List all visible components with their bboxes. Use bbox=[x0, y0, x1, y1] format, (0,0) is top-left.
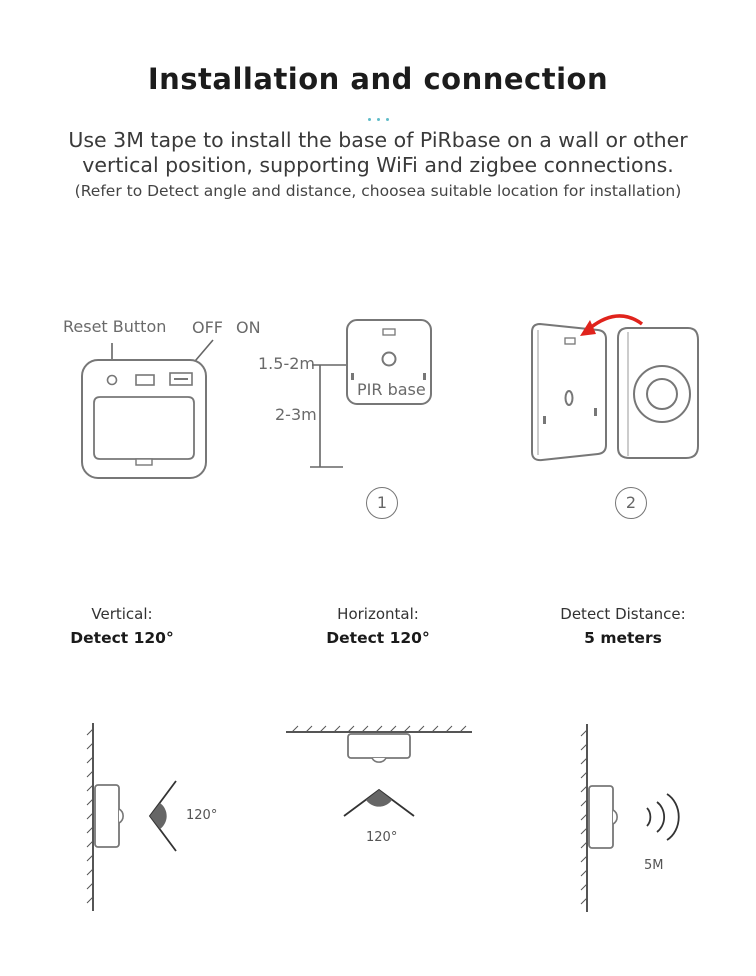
on-label: ON bbox=[236, 318, 261, 337]
slot-icon bbox=[136, 375, 154, 385]
vertical-label: Vertical: bbox=[91, 605, 153, 623]
step-2-badge: 2 bbox=[615, 487, 647, 519]
pir-base-label: PIR base bbox=[357, 380, 426, 399]
intro-line-2: vertical position, supporting WiFi and zigbee connections. bbox=[82, 153, 674, 177]
distance-range-label: 5M bbox=[644, 858, 664, 873]
title-divider-dots bbox=[0, 106, 756, 125]
intro-text bbox=[0, 128, 756, 178]
vertical-detection-illustration bbox=[80, 715, 190, 915]
distance-detection-illustration bbox=[575, 718, 685, 918]
distance-label: Detect Distance: bbox=[560, 605, 686, 623]
vertical-angle-label: 120° bbox=[186, 808, 218, 823]
reset-button-icon bbox=[108, 376, 117, 385]
mount-height-label: 1.5-2m bbox=[258, 354, 315, 373]
horizontal-angle-label: 120° bbox=[366, 830, 398, 845]
page-title: Installation and connection bbox=[147, 62, 609, 96]
distance-value: 5 meters bbox=[584, 629, 662, 647]
vertical-value: Detect 120° bbox=[70, 629, 174, 647]
step-1-badge: 1 bbox=[366, 487, 398, 519]
reset-button-label: Reset Button bbox=[63, 317, 167, 336]
horizontal-label: Horizontal: bbox=[337, 605, 419, 623]
mount-distance-label: 2-3m bbox=[275, 405, 317, 424]
horizontal-value: Detect 120° bbox=[326, 629, 430, 647]
device-attach-illustration bbox=[520, 310, 710, 470]
device-back-illustration bbox=[60, 335, 230, 485]
off-label: OFF bbox=[192, 318, 223, 337]
signal-waves-icon bbox=[647, 794, 679, 840]
attach-arrow bbox=[590, 316, 642, 328]
horizontal-detection-illustration bbox=[282, 720, 477, 820]
installation-note: (Refer to Detect angle and distance, choosea suitable location for installation) bbox=[74, 182, 682, 200]
intro-line-1: Use 3M tape to install the base of PiRbase on a wall or other bbox=[68, 128, 688, 152]
